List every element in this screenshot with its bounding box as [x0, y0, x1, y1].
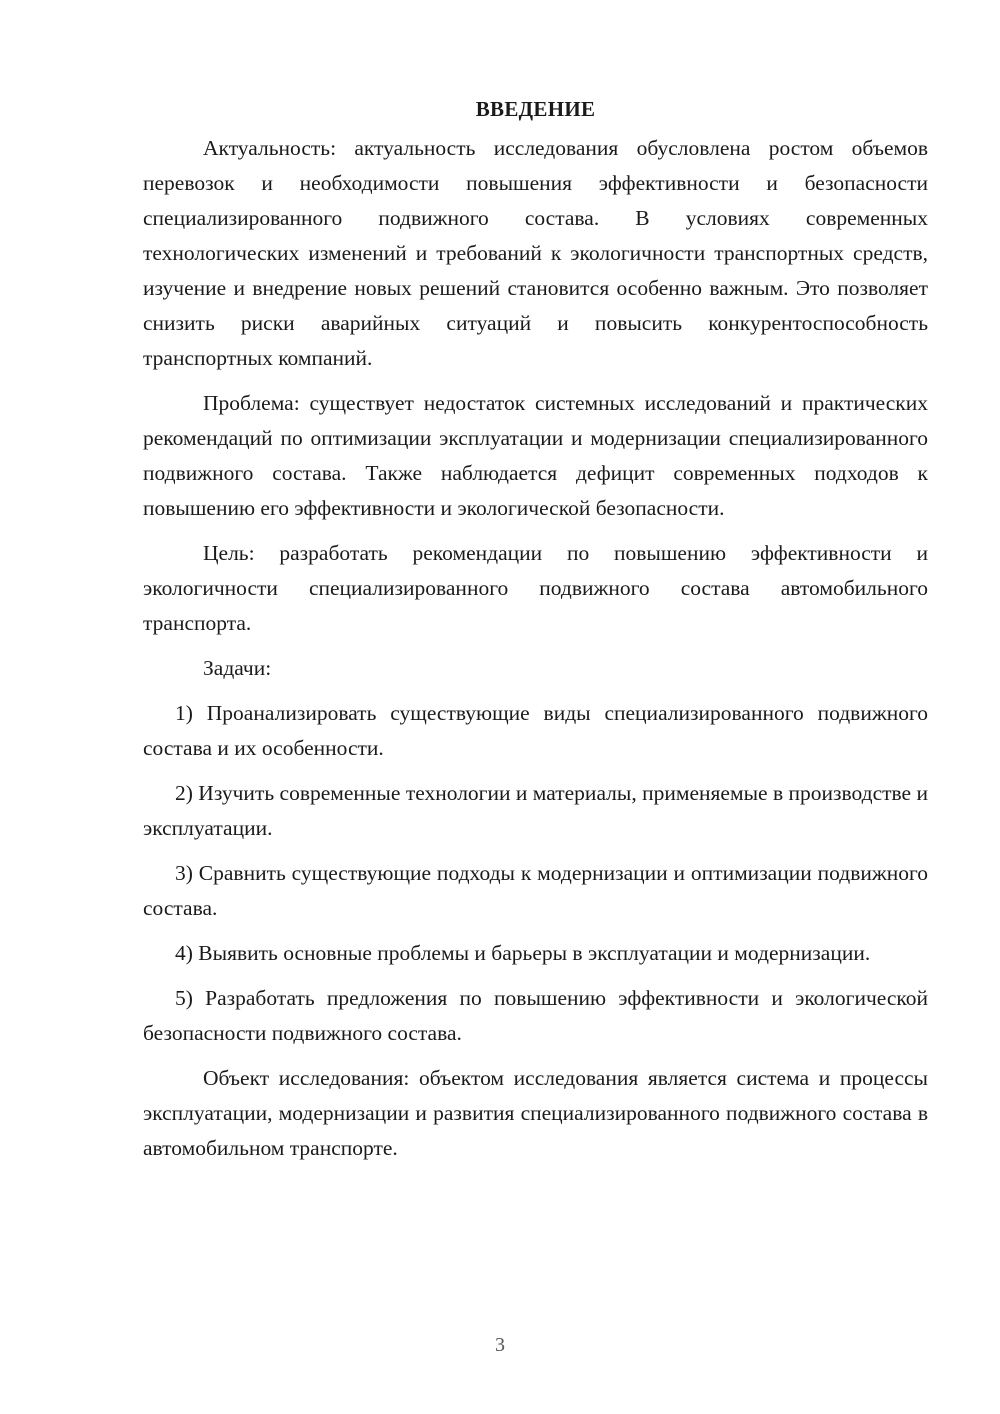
- task-item: 5) Разработать предложения по повышению эффективности и экологической безопасности подвижного состава.: [143, 986, 928, 1045]
- task-item: 1) Проанализировать существующие виды специализированного подвижного состава и их особенности.: [143, 701, 928, 760]
- relevance-paragraph: Актуальность: актуальность исследования обусловлена ростом объемов перевозок и необходимости повышения эффективности и безопасности специализированного подвижного состава. В условиях современных технологических изменений и требований к экологичности транспортных средств, изучение и внедрение новых решений становится особенно важным. Это позволяет снизить риски аварийных ситуаций и повысить конкурентоспособность транспортных компаний.: [143, 136, 928, 370]
- problem-paragraph: Проблема: существует недостаток системных исследований и практических рекомендаций по оптимизации эксплуатации и модернизации специализированного подвижного состава. Также наблюдается дефицит современных подходов к повышению его эффективности и экологической безопасности.: [143, 391, 928, 520]
- section-heading: ВВЕДЕНИЕ: [475, 97, 596, 121]
- task-item: 2) Изучить современные технологии и материалы, применяемые в производстве и эксплуатации.: [143, 781, 928, 840]
- task-item: 4) Выявить основные проблемы и барьеры в эксплуатации и модернизации.: [175, 941, 871, 965]
- task-item: 3) Сравнить существующие подходы к модернизации и оптимизации подвижного состава.: [143, 861, 928, 920]
- tasks-label: Задачи:: [203, 656, 272, 680]
- object-paragraph: Объект исследования: объектом исследования является система и процессы эксплуатации, модернизации и развития специализированного подвижного состава в автомобильном транспорте.: [143, 1066, 928, 1160]
- goal-paragraph: Цель: разработать рекомендации по повышению эффективности и экологичности специализированного подвижного состава автомобильного транспорта.: [143, 541, 928, 635]
- document-page: [143, 92, 928, 1176]
- page-number: 3: [495, 1334, 505, 1356]
